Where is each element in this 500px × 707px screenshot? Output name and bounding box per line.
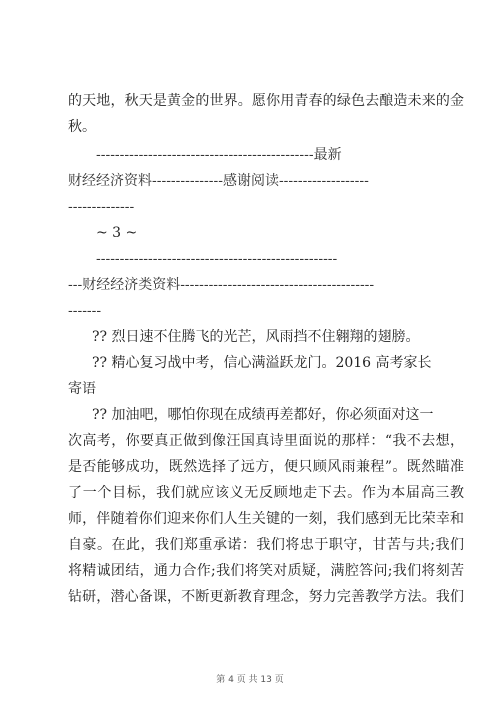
page-footer: 第 4 页 共 13 页 [216, 675, 284, 685]
separator-line: 财经经济资料---------------感谢阅读------------------- [68, 173, 369, 189]
body-paragraph [68, 402, 464, 610]
text-line: 师，伴随着你们迎来你们人生关键的一刻，我们感到无比荣幸和 [68, 511, 464, 527]
text-line: 的天地，秋天是黄金的世界。愿你用青春的绿色去酿造未来的金 [68, 93, 464, 109]
separator-block-1 [68, 142, 464, 220]
text-line: 将精诚团结，通力合作;我们将笑对质疑，满腔答问;我们将刻苦 [68, 563, 464, 579]
separator-block-2 [68, 246, 464, 324]
page-marker [96, 220, 492, 246]
page-marker-text: ~ 3 ~ [96, 225, 138, 241]
text-line: 了一个目标，我们就应该义无反顾地走下去。作为本届高三教 [68, 485, 464, 501]
text-line: ?? 烈日速不住腾飞的光芒，风雨挡不住翱翔的翅膀。 [92, 329, 420, 345]
separator-line: -------------- [68, 199, 135, 215]
separator-line: ---财经经济类资料----------------------------------------- [68, 277, 375, 293]
text-line: 秋。 [68, 119, 96, 135]
text-line: 次高考，你要真正做到像汪国真诗里面说的那样：“我不去想， [68, 433, 464, 449]
text-line: 钻研，潜心备课，不断更新教育理念，努力完善教学方法。我们 [68, 589, 464, 605]
separator-line: ------- [68, 303, 102, 319]
text-line: 是否能够成功，既然选择了远方，便只顾风雨兼程”。既然瞄准 [68, 459, 464, 475]
text-line: ?? 精心复习战中考，信心满溢跃龙门。2016 高考家长 [92, 355, 432, 371]
text-line: 自豪。在此，我们郑重承诺：我们将忠于职守，甘苦与共;我们 [68, 537, 464, 553]
body-text [68, 88, 464, 140]
body-text [68, 324, 464, 402]
separator-line: --------------------------------------------------- [96, 251, 338, 267]
text-line: 寄语 [68, 381, 96, 397]
separator-line: ----------------------------------------------最新 [96, 147, 342, 163]
text-line: ?? 加油吧，哪怕你现在成绩再差都好，你必须面对这一 [92, 407, 434, 423]
